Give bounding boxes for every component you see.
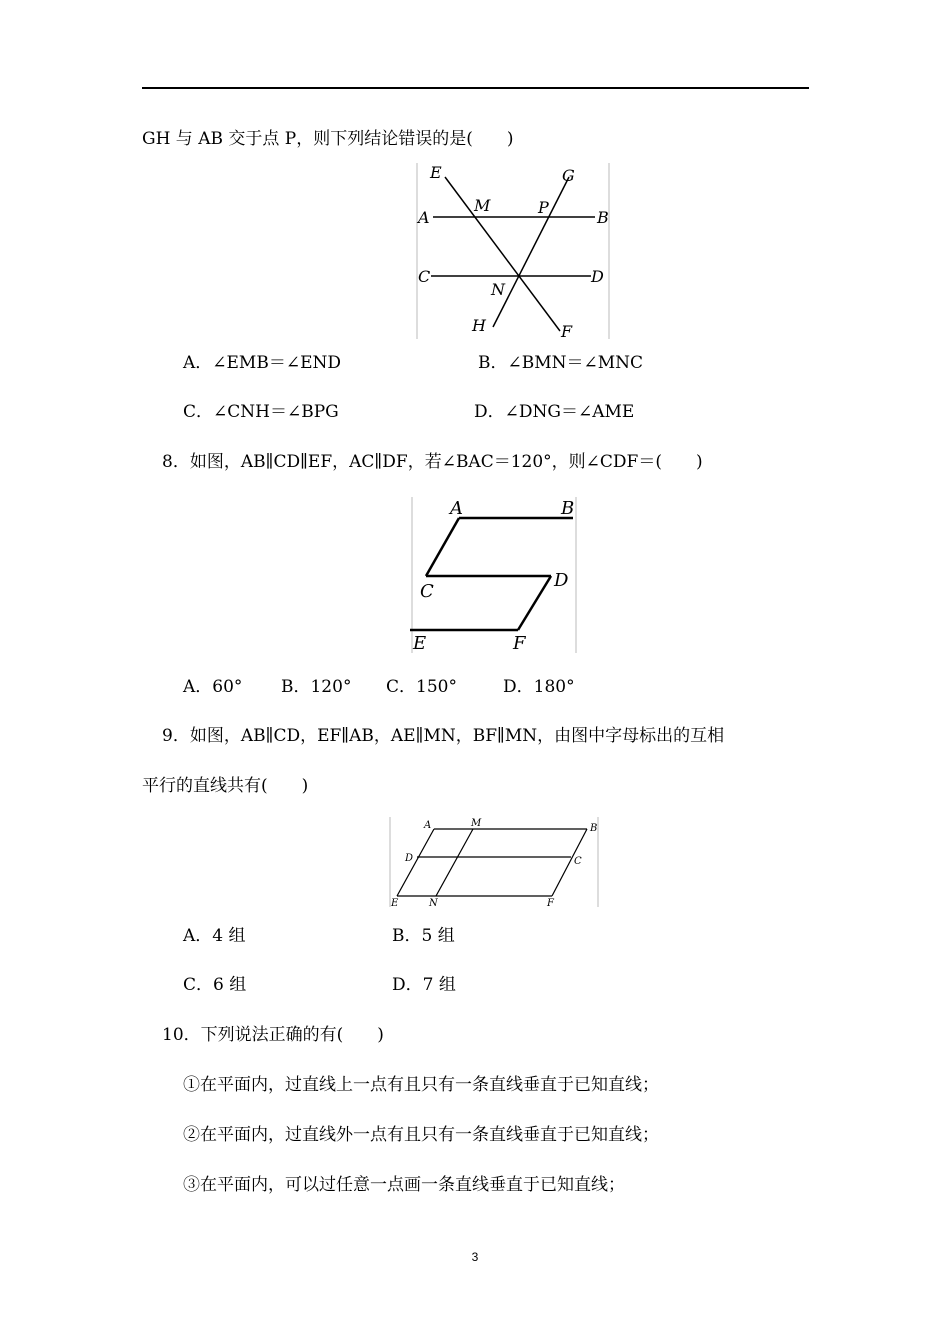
line-ae	[397, 829, 434, 896]
segment-ac	[426, 518, 459, 576]
q7-option-b: B．∠BMN＝∠MNC	[478, 353, 644, 373]
q7-option-a: A．∠EMB＝∠END	[183, 353, 341, 373]
label-f: F	[547, 898, 554, 907]
q8-option-b: B．120°	[281, 677, 352, 697]
label-f: F	[561, 322, 573, 339]
label-a: A	[450, 498, 463, 519]
label-m: M	[474, 196, 491, 215]
label-h: H	[472, 316, 486, 335]
q9-figure	[389, 817, 601, 907]
q9-stem-line1: 9．如图，AB∥CD，EF∥AB，AE∥MN，BF∥MN，由图中字母标出的互相	[162, 726, 725, 746]
q10-item-3: ③在平面内，可以过任意一点画一条直线垂直于已知直线；	[183, 1175, 625, 1195]
q8-figure	[410, 497, 578, 653]
line-mn	[436, 829, 473, 896]
label-d: D	[554, 570, 569, 591]
label-c: C	[420, 581, 434, 602]
q7-option-d: D．∠DNG＝∠AME	[474, 402, 635, 422]
label-b: B	[590, 823, 598, 834]
q7-option-c: C．∠CNH＝∠BPG	[183, 402, 339, 422]
header-rule	[142, 87, 809, 89]
q9-option-a: A．4 组	[183, 926, 246, 946]
page-number: 3	[471, 1250, 479, 1264]
label-c: C	[574, 856, 582, 867]
line-bf	[552, 829, 587, 896]
label-p: P	[538, 198, 549, 217]
q10-item-1: ①在平面内，过直线上一点有且只有一条直线垂直于已知直线；	[183, 1075, 659, 1095]
label-a: A	[424, 820, 432, 831]
label-n: N	[429, 898, 438, 907]
segment-df	[518, 576, 551, 630]
label-a: A	[418, 208, 430, 227]
q7-figure	[415, 163, 611, 339]
q10-item-2: ②在平面内，过直线外一点有且只有一条直线垂直于已知直线；	[183, 1125, 659, 1145]
label-e: E	[413, 633, 427, 653]
label-f: F	[513, 633, 526, 653]
q8-option-a: A．60°	[183, 677, 243, 697]
q9-option-c: C．6 组	[183, 975, 247, 995]
label-b: B	[561, 498, 575, 519]
label-e: E	[430, 163, 442, 182]
q9-option-d: D．7 组	[392, 975, 456, 995]
label-b: B	[597, 208, 609, 227]
label-m: M	[471, 818, 482, 829]
label-d: D	[591, 267, 604, 286]
line-gh	[493, 177, 569, 327]
label-c: C	[418, 267, 431, 286]
q9-option-b: B．5 组	[392, 926, 455, 946]
label-e: E	[391, 898, 399, 907]
label-n: N	[491, 280, 505, 299]
q7-stem: GH 与 AB 交于点 P，则下列结论错误的是( )	[142, 129, 514, 149]
q10-stem: 10．下列说法正确的有( )	[162, 1025, 384, 1045]
label-d: D	[405, 853, 414, 864]
q9-stem-line2: 平行的直线共有( )	[142, 776, 309, 796]
q8-option-d: D．180°	[503, 677, 575, 697]
q8-option-c: C．150°	[386, 677, 457, 697]
label-g: G	[562, 166, 575, 185]
q8-stem: 8．如图，AB∥CD∥EF，AC∥DF，若∠BAC＝120°，则∠CDF＝( )	[162, 452, 703, 472]
